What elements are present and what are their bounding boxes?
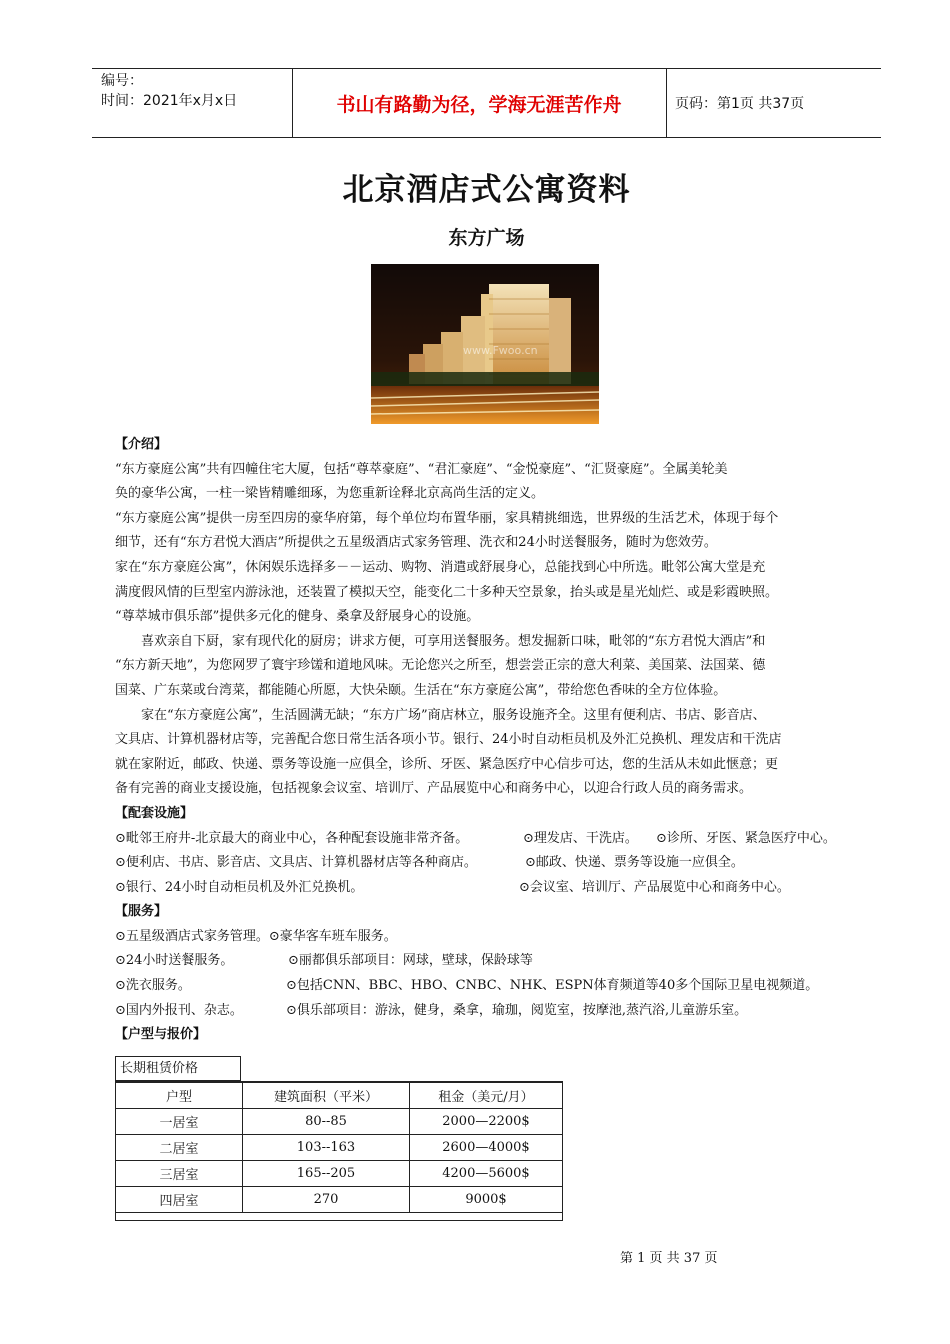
facility-item: ⊙理发店、干洗店。 (523, 830, 638, 846)
facilities-row (115, 827, 860, 852)
facilities-heading: 【配套设施】 (115, 805, 194, 821)
intro-heading: 【介绍】 (115, 437, 168, 452)
services-row (115, 974, 860, 999)
service-item: ⊙洗衣服务。 (115, 978, 191, 994)
service-item: ⊙24小时送餐服务。 (115, 953, 234, 969)
services-row (115, 949, 860, 974)
intro-line: “东方豪庭公寓”共有四幢住宅大厦，包括“尊萃豪庭”、“君汇豪庭”、“金悦豪庭”、“汇贤豪庭”。全属美轮美 (115, 461, 728, 477)
number-label: 编号： (101, 73, 143, 89)
intro-line: “东方豪庭公寓”提供一房至四房的豪华府第，每个单位均布置华丽，家具精挑细选，世界级的生活艺术，体现于每个 (115, 510, 779, 526)
facility-item: ⊙会议室、培训厅、产品展览中心和商务中心。 (519, 879, 790, 895)
intro-section (115, 433, 860, 1048)
facility-item: ⊙诊所、牙医、紧急医疗中心。 (656, 830, 836, 846)
services-row (115, 999, 860, 1024)
photo-watermark: www.Fwoo.cn (463, 344, 538, 357)
header-motto: 书山有路勤为径，学海无涯苦作舟 (336, 93, 622, 116)
table-cell: 四居室 (116, 1187, 243, 1213)
page-subtitle: 东方广场 (448, 227, 525, 249)
table-cell: 一居室 (116, 1109, 243, 1135)
table-cell: 2600—4000$ (410, 1135, 563, 1161)
building-photo (371, 264, 599, 424)
service-item: ⊙五星级酒店式家务管理。⊙豪华客车班车服务。 (115, 928, 397, 944)
pricing-table (115, 1082, 563, 1213)
intro-line: 细节，还有“东方君悦大酒店”所提供之五星级酒店式家务管理、洗衣和24小时送餐服务，随时为您效劳。 (115, 535, 717, 551)
facility-item: ⊙毗邻王府井-北京最大的商业中心，各种配套设施非常齐备。 (115, 830, 469, 846)
intro-line: 满度假风情的巨型室内游泳池，还装置了模拟天空，能变化二十多种天空景象，抬头或是星光灿烂、或是彩霞映照。 (115, 584, 779, 600)
facility-item: ⊙邮政、快递、票务等设施一应俱全。 (525, 855, 744, 871)
intro-line: 家在“东方豪庭公寓”，生活圆满无缺；“东方广场”商店林立，服务设施齐全。这里有便利店、书店、影音店、 (141, 707, 766, 723)
intro-line: 喜欢亲自下厨，家有现代化的厨房；讲求方便，可享用送餐服务。想发掘新口味，毗邻的“东方君悦大酒店”和 (141, 633, 766, 649)
table-cell: 三居室 (116, 1161, 243, 1187)
pricing-heading: 【户型与报价】 (115, 1027, 207, 1043)
intro-line: 家在“东方豪庭公寓”，休闲娱乐选择多－－运动、购物、消遣或舒展身心，总能找到心中所选。毗邻公寓大堂是充 (115, 559, 766, 575)
facility-item: ⊙便利店、书店、影音店、文具店、计算机器材店等各种商店。 (115, 855, 477, 871)
time-label: 时间：2021年x月x日 (101, 93, 238, 109)
table-cell: 165--205 (243, 1161, 410, 1187)
service-item: ⊙丽都俱乐部项目：网球，壁球，保龄球等 (288, 953, 533, 969)
intro-line: “东方新天地”，为您网罗了寰宇珍馐和道地风味。无论您兴之所至，想尝尝正宗的意大利菜、美国菜、法国菜、德 (115, 658, 766, 674)
table-row (116, 1109, 563, 1135)
column-header: 租金（美元/月） (410, 1083, 563, 1109)
intro-line: 备有完善的商业支援设施，包括视象会议室、培训厅、产品展览中心和商务中心，以迎合行政人员的商务需求。 (115, 781, 753, 797)
table-row (116, 1135, 563, 1161)
pricing-caption: 长期租赁价格 (115, 1056, 241, 1081)
intro-line: 奂的豪华公寓，一柱一梁皆精雕细琢，为您重新诠释北京高尚生活的定义。 (115, 486, 545, 502)
intro-line: 文具店、计算机器材店等，完善配合您日常生活各项小节。银行、24小时自动柜员机及外汇兑换机、理发店和干洗店 (115, 732, 782, 748)
intro-line: “尊萃城市俱乐部”提供多元化的健身、桑拿及舒展身心的设施。 (115, 609, 480, 625)
table-cell: 9000$ (410, 1187, 563, 1213)
service-item: ⊙包括CNN、BBC、HBO、CNBC、NHK、ESPN体育频道等40多个国际卫星电视频道。 (286, 978, 819, 994)
table-row (116, 1187, 563, 1213)
table-cell: 2000—2200$ (410, 1109, 563, 1135)
table-cell: 80--85 (243, 1109, 410, 1135)
column-header: 建筑面积（平米） (243, 1083, 410, 1109)
page-footer: 第 1 页 共 37 页 (620, 1251, 718, 1266)
header-meta (101, 71, 237, 111)
services-heading: 【服务】 (115, 904, 168, 920)
intro-line: 国菜、广东菜或台湾菜，都能随心所愿，大快朵颐。生活在“东方豪庭公寓”，带给您色香味的全方位体验。 (115, 682, 727, 698)
header-divider (666, 69, 667, 137)
intro-line: 就在家附近，邮政、快递、票务等设施一应俱全，诊所、牙医、紧急医疗中心信步可达，您的生活从未如此惬意；更 (115, 756, 779, 772)
services-row (115, 925, 860, 950)
service-item: ⊙国内外报刊、杂志。 (115, 1002, 243, 1018)
table-cell: 二居室 (116, 1135, 243, 1161)
column-header: 户型 (116, 1083, 243, 1109)
page-title: 北京酒店式公寓资料 (342, 172, 631, 208)
header-page-label: 页码：第1页 共37页 (675, 96, 805, 112)
service-item: ⊙俱乐部项目：游泳，健身，桑拿，瑜珈，阅览室，按摩池,蒸汽浴,儿童游乐室。 (286, 1002, 748, 1018)
table-cell: 270 (243, 1187, 410, 1213)
table-cell: 103--163 (243, 1135, 410, 1161)
night-building-image (371, 264, 599, 424)
facilities-row (115, 851, 860, 876)
document-header (92, 68, 881, 138)
facility-item: ⊙银行、24小时自动柜员机及外汇兑换机。 (115, 879, 364, 895)
table-cell: 4200—5600$ (410, 1161, 563, 1187)
table-row (116, 1161, 563, 1187)
table-header-row (116, 1083, 563, 1109)
facilities-row (115, 876, 860, 901)
